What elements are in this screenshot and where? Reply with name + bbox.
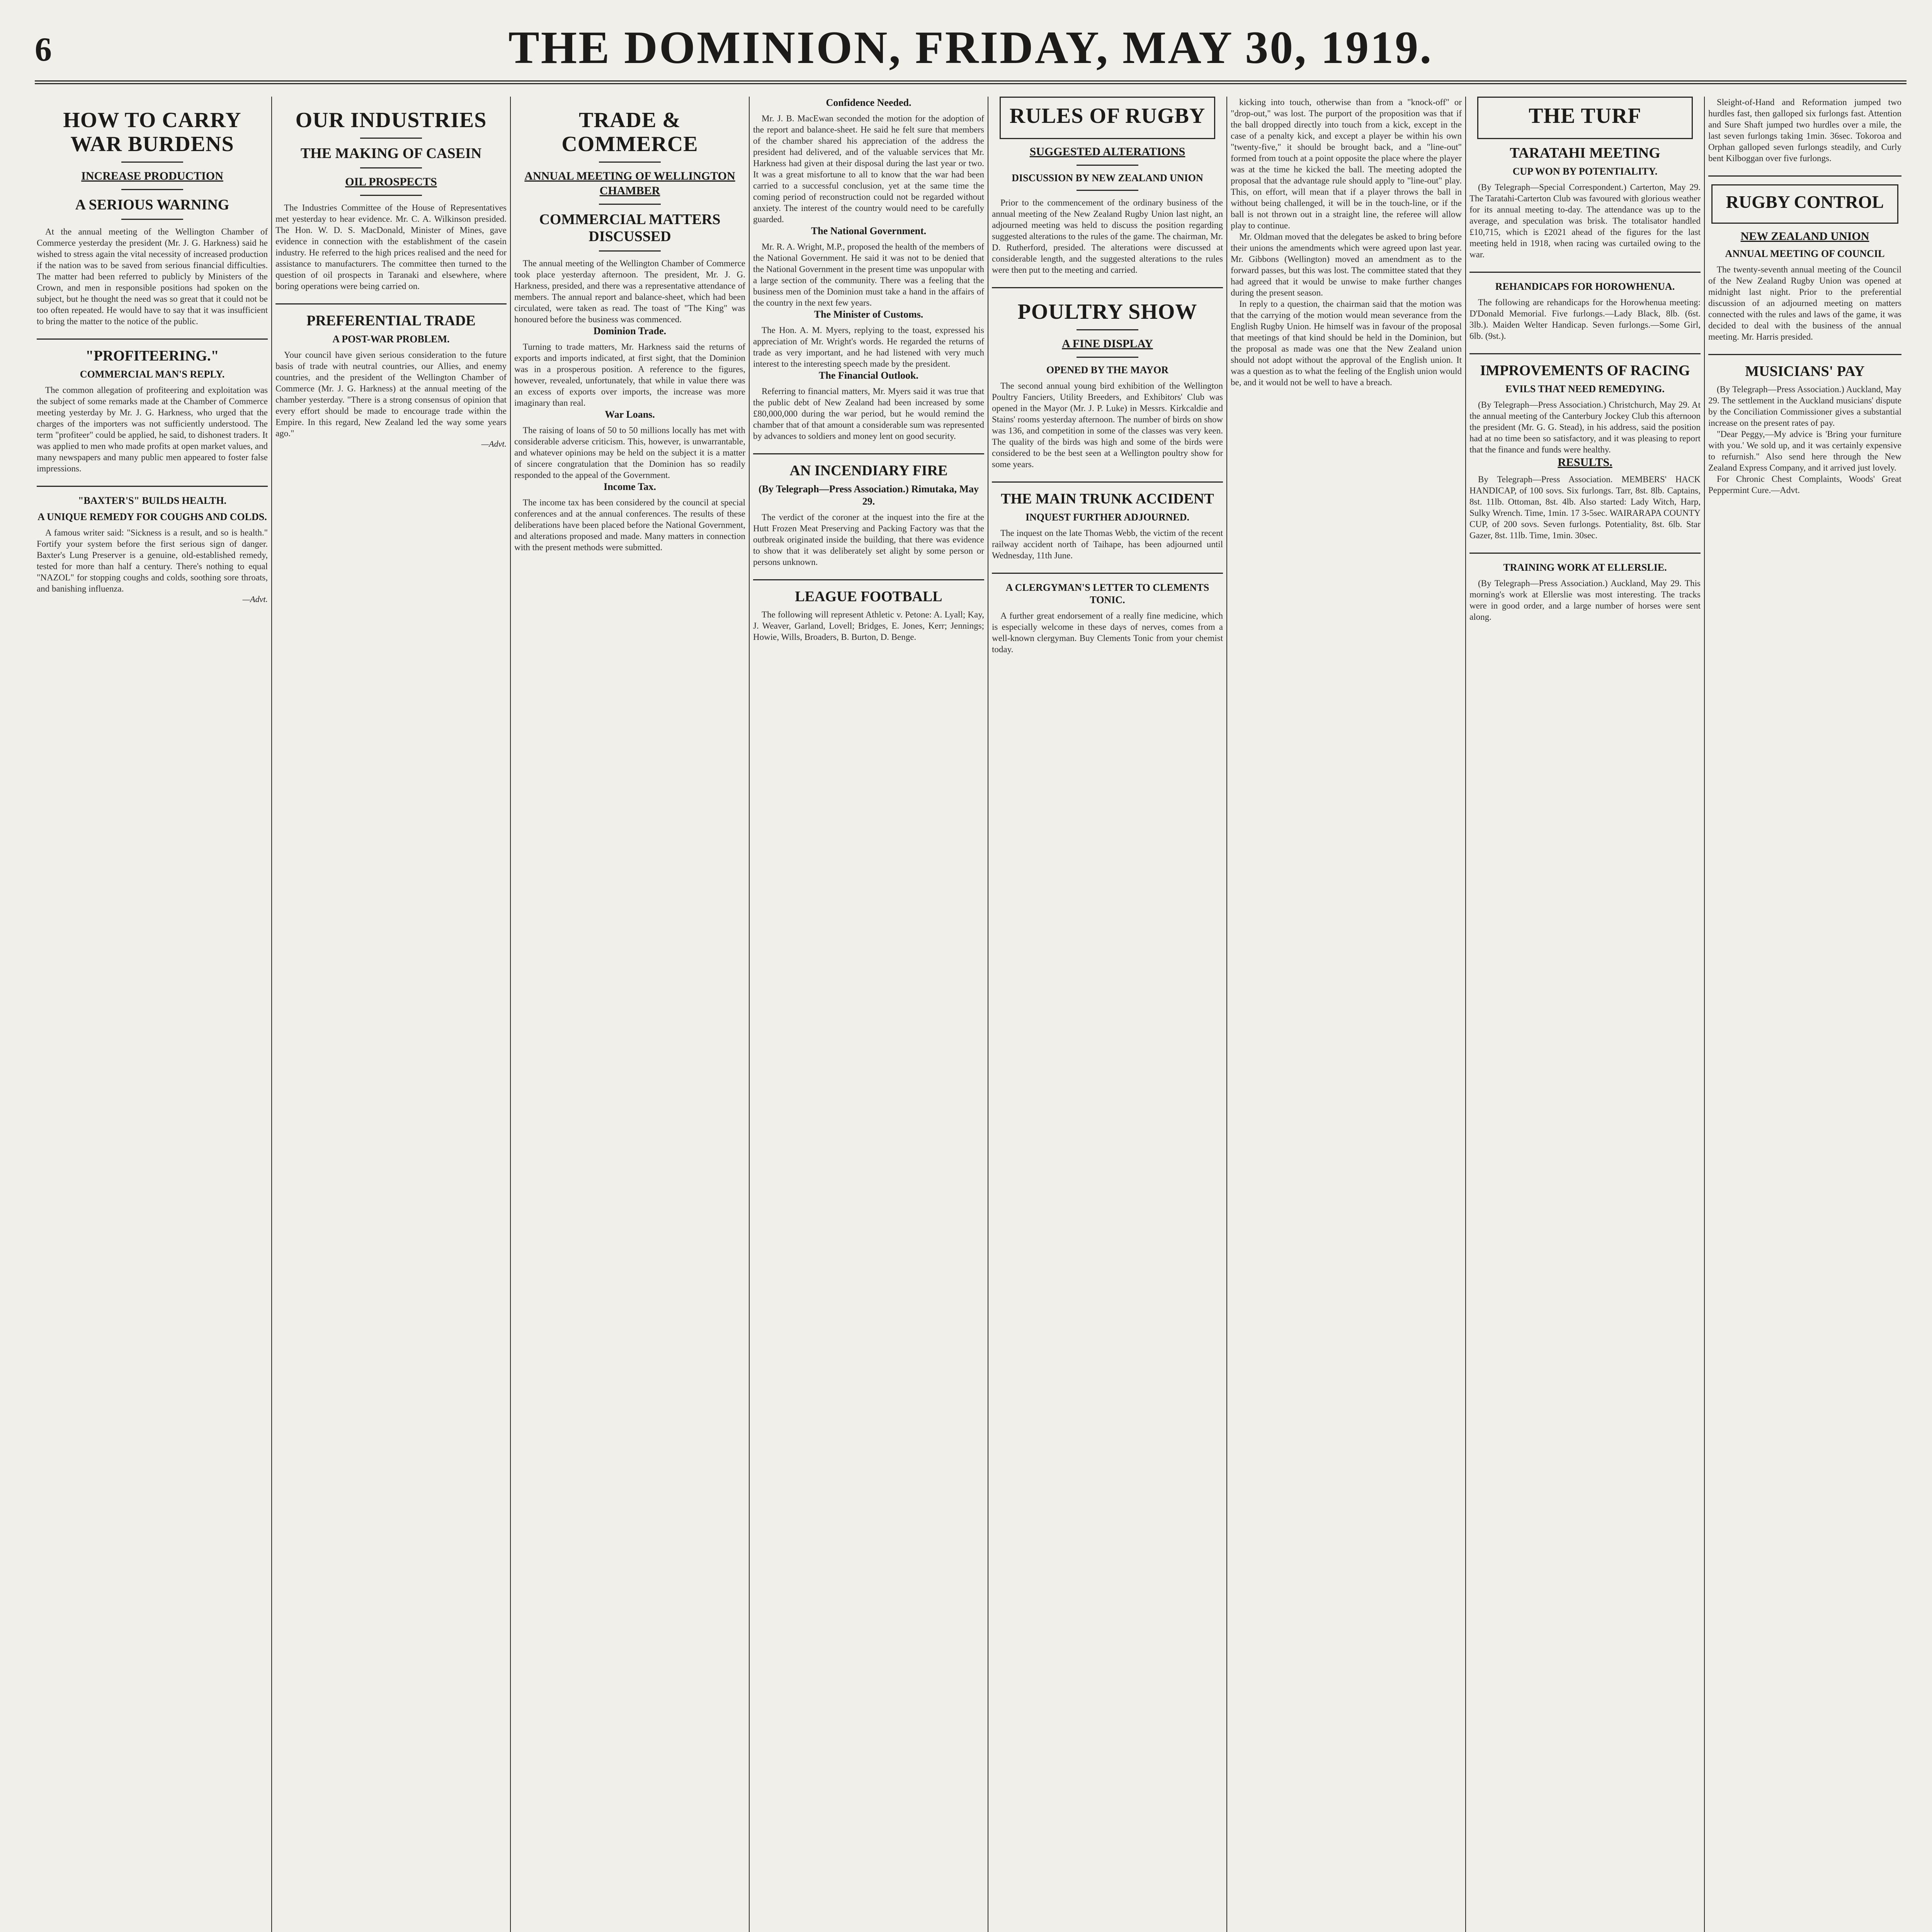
article-headline: REHANDICAPS FOR HOROWHENUA. (1495, 281, 1675, 292)
paragraph: The inquest on the late Thomas Webb, the victim of the recent railway accident north of Taihape, has been adjourned until Wednesday, 11th June. (992, 528, 1223, 560)
paragraph: The common allegation of profiteering and exploitation was the subject of some remarks made at the Chamber of Commerce meeting yesterday by Mr. J. G. Harkness, who urged that the charges of the importers was not sufficiently understood. The term "profiteer" could be applied, he said, to dishonest traders. It was applied to men who made profits at open market values, and many newspapers and many public men appeared to foster false impressions. (37, 385, 268, 473)
paragraph: The Industries Committee of the House of Representatives met yesterday to hear evidence. Mr. C. A. Wilkinson presided. The Hon. W. D. S. MacDonald, Minister of Mines, gave evidence in connection with the establishment of the casein industry. He referred to the high prices realised and the need for assistance to manufacturers. The committee then turned to the question of oil prospects in Taranaki and elsewhere, where boring operations were being carried on. (276, 203, 507, 291)
advertisement-body (1708, 429, 1901, 473)
column-4 (753, 97, 984, 1932)
column-rule (749, 97, 750, 1932)
article-body (992, 380, 1223, 470)
article-body (753, 609, 984, 643)
divider (1469, 353, 1701, 354)
column-rule (1465, 97, 1466, 1932)
article-headline: AN INCENDIARY FIRE (789, 463, 948, 479)
paragraph: Prior to the commencement of the ordinary business of the annual meeting of the New Zealand Rugby Union last night, an adjourned meeting was held to discuss the position regarding suggested alterations to the rules of the game. The chairman, Mr. D. Rutherford, presided. The alterations were discussed at considerable length, and the suggested alterations to the rules were then put to the meeting and carried. (992, 198, 1223, 275)
divider (599, 162, 661, 163)
article-body (1469, 182, 1701, 260)
article-subheading: INQUEST FURTHER ADJOURNED. (1025, 512, 1190, 523)
divider (121, 162, 183, 163)
article-body (1469, 399, 1701, 455)
section-subhead: The Minister of Customs. (814, 309, 923, 320)
divider (599, 250, 661, 252)
paragraph: (By Telegraph—Press Association.) Christchurch, May 29. At the annual meeting of the Canterbury Jockey Club this afternoon the president (Mr. G. G. Stead), in his address, said the position had at no time been so satisfactory, and it was pleasing to report that the finance and funds were healthy. (1469, 400, 1701, 454)
divider (37, 486, 268, 487)
article-subheading: COMMERCIAL MAN'S REPLY. (80, 369, 225, 380)
article-body (1469, 297, 1701, 342)
newspaper-title: THE DOMINION, FRIDAY, MAY 30, 1919. (508, 22, 1433, 73)
paragraph: At the annual meeting of the Wellington Chamber of Commerce yesterday the president (Mr. J. G. Harkness) said he wished to stress again the vital necessity of increased production if the nation was to be saved from serious financial difficulties. The matter had been referred to publicly by Ministers of the Crown, and men in responsible positions had spoken on the subject, but he thought the need was so great that it could not be too often repeated. He would have to say that it was insufficient to bring the matter to the notice of the public. (37, 227, 268, 326)
column-6 (1231, 97, 1462, 1932)
paragraph: The raising of loans of 50 to 50 millions locally has met with considerable adverse criticism. This, however, is unwarrantable, and whatever opinions may be held on the subject it is a matter of sincere congratulation that the Dominion has so readily responded to the appeal of the Government. (514, 425, 745, 480)
paragraph: Mr. Oldman moved that the delegates be asked to bring before their unions the amendments which were agreed upon last year. Mr. Gibbons (Wellington) moved an amendment as to the forward passes, but this was lost. The committee stated that they had agreed that it would be unwise to make further changes during the present season. (1231, 232, 1462, 298)
paragraph: Your council have given serious consideration to the future basis of trade with neutral countries, our Allies, and enemy countries, and the president of the Wellington Chamber of Commerce (Mr. J. G. Harkness) at the annual meeting of the chamber yesterday. "There is a strong consensus of opinion that every effort should be made to encourage trade within the Empire. In this regard, New Zealand led the way some years ago." (276, 350, 507, 438)
article-subheading: COMMERCIAL MATTERS DISCUSSED (539, 211, 721, 245)
article-body (1708, 264, 1901, 342)
article-dateline: (By Telegraph—Press Association.) Rimutaka, May 29. (758, 483, 979, 507)
article-headline: RUGBY CONTROL (1726, 192, 1884, 212)
divider (1077, 357, 1138, 358)
paragraph: A famous writer said: "Sickness is a result, and so is health." Fortify your system before the first serious sign of danger. Baxter's Lung Preserver is a genuine, old-established remedy, tested for more than half a century. There's nothing to equal "NAZOL" for stopping coughs and colds, soothing sore throats, and banishing influenza. (37, 528, 268, 594)
paragraph: For Chronic Chest Complaints, Woods' Great Peppermint Cure.—Advt. (1708, 474, 1901, 495)
article-subheading: INCREASE PRODUCTION (81, 170, 223, 182)
column-rule (1704, 97, 1705, 1932)
boxed-heading (1711, 184, 1898, 224)
paragraph: Mr. J. B. MacEwan seconded the motion for the adoption of the report and balance-sheet. He said he felt sure that members of the chamber shared his appreciation of the address the president had delivered, and of the valuable services that Mr. Harkness had given at their disposal during the last year or two. It was a great misfortune to all to know that the war had been carried to a successful conclusion, yet at the same time the coming period of reconstruction could not be regarded without anxiety. The interest of the country would need to be carefully guarded. (753, 114, 984, 224)
article-subheading: ANNUAL MEETING OF COUNCIL (1725, 248, 1885, 259)
column-rule (1226, 97, 1227, 1932)
article-body (514, 497, 745, 553)
article-body (992, 527, 1223, 561)
article-subheading: TARATAHI MEETING (1510, 145, 1660, 161)
paragraph: Sleight-of-Hand and Reformation jumped two hurdles fast, then galloped six furlongs fast. Attention and Sure Shaft jumped two hurdles over a mile, the last seven furlongs taking 1min. 36sec. Tokoroa and Orphan galloped seven furlongs steadily, and Curly bent Kilboggan over five furlongs. (1708, 97, 1901, 163)
divider (1469, 553, 1701, 554)
paragraph: The following are rehandicaps for the Horowhenua meeting: D'Donald Memorial. Five furlongs.—Lady Black, 8lb. (6st. 3lb.). Maiden Welter Handicap. Seven furlongs.—Some Girl, 6lb. (9st.). (1469, 298, 1701, 341)
divider (1077, 190, 1138, 191)
divider (1708, 354, 1901, 355)
column-7 (1469, 97, 1701, 1932)
column-3 (514, 97, 745, 1932)
article-body (514, 341, 745, 408)
article-headline: LEAGUE FOOTBALL (795, 588, 942, 605)
article-body (514, 425, 745, 481)
article-subheading: NEW ZEALAND UNION (1740, 230, 1869, 243)
column-rule (510, 97, 511, 1932)
article-body (992, 197, 1223, 276)
advertisement-body (37, 527, 268, 594)
article-body (753, 325, 984, 369)
column-2 (276, 97, 507, 1932)
paragraph: The income tax has been considered by the council at special conferences and at the annual conferences. The results of these deliberations have been placed before the National Government, and alterations proposed and made. Many matters in connection with the present methods were submitted. (514, 498, 745, 552)
column-rule (271, 97, 272, 1932)
article-body (514, 258, 745, 325)
article-subheading: ANNUAL MEETING OF WELLINGTON CHAMBER (524, 170, 735, 197)
article-subheading: EVILS THAT NEED REMEDYING. (1505, 383, 1665, 395)
section-subhead: The Financial Outlook. (819, 370, 918, 381)
advertisement-body (992, 610, 1223, 655)
article-headline: TRADE & COMMERCE (561, 108, 698, 156)
article-headline: POULTRY SHOW (1017, 300, 1197, 324)
divider (1469, 272, 1701, 273)
divider (121, 219, 183, 220)
paragraph: "Dear Peggy,—My advice is 'Bring your furniture with you.' We sold up, and it was certainly expensive to refurnish." Also send here through the New Zealand Express Company, and it arrived just lovely. (1708, 429, 1901, 473)
article-body (1708, 97, 1901, 164)
article-body (753, 241, 984, 308)
advertisement-label: —Advt. (242, 594, 268, 604)
paragraph: (By Telegraph—Special Correspondent.) Carterton, May 29. The Taratahi-Carterton Club was favoured with glorious weather for its annual meeting to-day. The attendance was up to the average, and speculation was brisk. The totalisator handled £10,715, which is £2021 ahead of the figures for the last meeting held in 1918, when racing was curtailed owing to the war. (1469, 182, 1701, 259)
section-subhead: Dominion Trade. (593, 325, 667, 337)
article-body (1231, 298, 1462, 388)
article-headline: THE TURF (1529, 104, 1641, 128)
divider (992, 481, 1223, 483)
article-subheading: OIL PROSPECTS (345, 175, 437, 188)
article-headline: "PROFITEERING." (85, 348, 219, 364)
divider (753, 579, 984, 580)
paragraph: The verdict of the coroner at the inquest into the fire at the Hutt Frozen Meat Preserving and Packing Factory was that the outbreak originated inside the building, that there was evidence to show that it was deliberately set alight by some person or persons unknown. (753, 512, 984, 567)
divider (360, 195, 422, 196)
article-body (276, 202, 507, 292)
article-subheading: SUGGESTED ALTERATIONS (1029, 145, 1185, 158)
column-1 (37, 97, 268, 1932)
divider (599, 204, 661, 205)
paragraph: (By Telegraph—Press Association.) Auckland, May 29. This morning's work at Ellerslie was most interesting. The tracks were in good order, and a large number of horses were sent along. (1469, 578, 1701, 622)
section-subhead: Confidence Needed. (826, 97, 912, 108)
paragraph: (By Telegraph—Press Association.) Auckland, May 29. The settlement in the Auckland musicians' dispute by the Conciliation Commissioner gives a substantial increase on the present rates of pay. (1708, 384, 1901, 428)
section-subhead: Income Tax. (604, 481, 656, 492)
article-subheading: THE MAKING OF CASEIN (300, 145, 482, 162)
results-list (1469, 474, 1701, 541)
paragraph: Turning to trade matters, Mr. Harkness said the returns of exports and imports indicated, at first sight, that the Dominion was in a prosperous position. A reference to the figures, however, revealed, unfortunately, that while in value there was an excess of exports over imports, the increase was more imaginary than real. (514, 342, 745, 408)
masthead (35, 19, 1906, 84)
paragraph: A further great endorsement of a really fine medicine, which is especially welcome in these days of nerves, comes from a well-known clergyman. Buy Clements Tonic from your chemist today. (992, 611, 1223, 654)
article-body (37, 384, 268, 474)
divider (276, 303, 507, 304)
section-subhead: RESULTS. (1558, 456, 1612, 469)
divider (360, 167, 422, 168)
paragraph: kicking into touch, otherwise than from a "knock-off" or "drop-out," was lost. The purport of the proposition was that if the ball dropped directly into touch from a kick, except in the case of a penalty kick, and except a player be within his own "twenty-five," it should be brought back, and a "line-out" formed from touch at a point opposite the place where the player was at the time he kicked the ball. The meeting adopted the proposal that the advantage rule should apply to "line-out" play. This, on effort, will mean that if a player throws the ball in without being challenged, it will be in the touch-line, or if the ball is not thrown out in a straight line, the referee will allow play to continue. (1231, 97, 1462, 230)
article-headline: IMPROVEMENTS OF RACING (1480, 362, 1690, 379)
paragraph: Referring to financial matters, Mr. Myers said it was true that the public debt of New Zealand had been increased by some £80,000,000 during the war period, but he would remind the chamber that of that amount a considerable sum was represented by advances to soldiers and money lent on good security. (753, 386, 984, 441)
advertisement-subheading: A UNIQUE REMEDY FOR COUGHS AND COLDS. (37, 511, 267, 522)
article-body (37, 226, 268, 327)
paragraph: The twenty-seventh annual meeting of the Council of the New Zealand Rugby Union was opened at midnight last night. Prior to the preferential discussion of an adjourned meeting on matters connected with the rules and laws of the game, it was decided to deal with the business of the annual meeting. Mr. Harris presided. (1708, 265, 1901, 342)
paragraph: The following will represent Athletic v. Petone: A. Lyall; Kay, J. Weaver, Garland, Lovell; Bridges, E. Jones, Kerr; Jennings; Howie, Wills, Broaders, B. Burton, D. Benge. (753, 610, 984, 642)
divider (992, 287, 1223, 288)
paragraph: By Telegraph—Press Association. MEMBERS' HACK HANDICAP, of 100 sovs. Six furlongs. Tarr, 8st. 8lb. Captains, 8st. 11lb. Ottoman, 8st. 4lb. Also started: Lady Witch, Harp, Sulky Wrench. Time, 1min. 17 3-5sec. WAIRARAPA COUNTY CUP, of 200 sovs. Seven furlongs. Potentiality, 8st. 6lb. Star Gazer, 8st. 11lb. Time, 1min. 30sec. (1469, 474, 1701, 540)
advertisement-headline: "BAXTER'S" BUILDS HEALTH. (78, 495, 227, 506)
article-body (1708, 384, 1901, 429)
divider (360, 138, 422, 139)
article-subheading: A POST-WAR PROBLEM. (332, 333, 450, 345)
article-headline: MUSICIANS' PAY (1745, 363, 1865, 379)
divider (753, 453, 984, 454)
paragraph: The Hon. A. M. Myers, replying to the toast, expressed his appreciation of Mr. Wright's words. He regarded the returns of trade as very important, and he had listened with very much interest to the interesting speech made by the president. (753, 325, 984, 369)
divider (121, 189, 183, 190)
divider (1077, 165, 1138, 166)
divider (992, 573, 1223, 574)
article-headline: OUR INDUSTRIES (295, 108, 487, 132)
divider (1708, 175, 1901, 177)
divider (1077, 329, 1138, 330)
article-body (276, 349, 507, 439)
divider (37, 338, 268, 340)
advertisement-body (1708, 473, 1901, 496)
paragraph: The second annual young bird exhibition of the Wellington Poultry Fanciers, Utility Breeders, and Exhibitors' Club was opened in the Mayor (Mr. J. P. Luke) in Messrs. Kirkcaldie and Stains' rooms yesterday afternoon. The number of birds on show was 136, and competition in some of the classes was very keen. The quality of the birds was high and some of the birds were considered to be the best seen at a Wellington poultry show for some years. (992, 381, 1223, 469)
article-body (1231, 231, 1462, 298)
article-headline: HOW TO CARRY WAR BURDENS (63, 108, 242, 156)
boxed-heading (1477, 97, 1693, 139)
paragraph: The annual meeting of the Wellington Chamber of Commerce took place yesterday afternoon. The president, Mr. J. G. Harkness, presided, and there was a representative attendance of members. The annual report and balance-sheet, which had been circulated, were taken as read. The toast of "The King" was honoured before the business was commenced. (514, 259, 745, 324)
advertisement-label: —Advt. (481, 439, 507, 449)
article-body (753, 113, 984, 225)
article-body (1469, 578, 1701, 622)
paragraph: In reply to a question, the chairman said that the motion was that the carrying of the motion would mean severance from the English Rugby Union. He himself was in favour of the proposal that meetings of that kind should be held in the Dominion, but the proposal as made was one that the New Zealand union should not adopt without the approval of the English union. It was a question as to what the feeling of the English union would be, and it would not be well to have a breach. (1231, 299, 1462, 387)
section-subhead: War Loans. (605, 409, 655, 420)
article-headline: THE MAIN TRUNK ACCIDENT (1001, 491, 1214, 507)
page-number: 6 (35, 31, 52, 68)
article-body (753, 386, 984, 442)
article-subheading: CUP WON BY POTENTIALITY. (1512, 166, 1658, 177)
advertisement-headline: A CLERGYMAN'S LETTER TO CLEMENTS TONIC. (1005, 582, 1209, 605)
article-body (753, 512, 984, 568)
article-subheading: DISCUSSION BY NEW ZEALAND UNION (1012, 172, 1203, 184)
article-subheading: A SERIOUS WARNING (75, 197, 230, 213)
paragraph: Mr. R. A. Wright, M.P., proposed the health of the members of the National Government. He said it was not to be denied that the National Government in the present time was unpopular with a large section of the community. There was a feeling that the business men of the Dominion must take a hand in the affairs of the country in the next few years. (753, 242, 984, 308)
column-8 (1708, 97, 1901, 1932)
article-subheading: OPENED BY THE MAYOR (1046, 364, 1169, 376)
article-subheading: A FINE DISPLAY (1062, 337, 1153, 350)
article-headline: TRAINING WORK AT ELLERSLIE. (1503, 562, 1667, 573)
article-headline: PREFERENTIAL TRADE (306, 313, 476, 329)
boxed-heading (1000, 97, 1215, 139)
column-5 (992, 97, 1223, 1932)
article-headline: RULES OF RUGBY (1009, 104, 1206, 128)
section-subhead: The National Government. (811, 225, 927, 236)
article-body (1231, 97, 1462, 231)
